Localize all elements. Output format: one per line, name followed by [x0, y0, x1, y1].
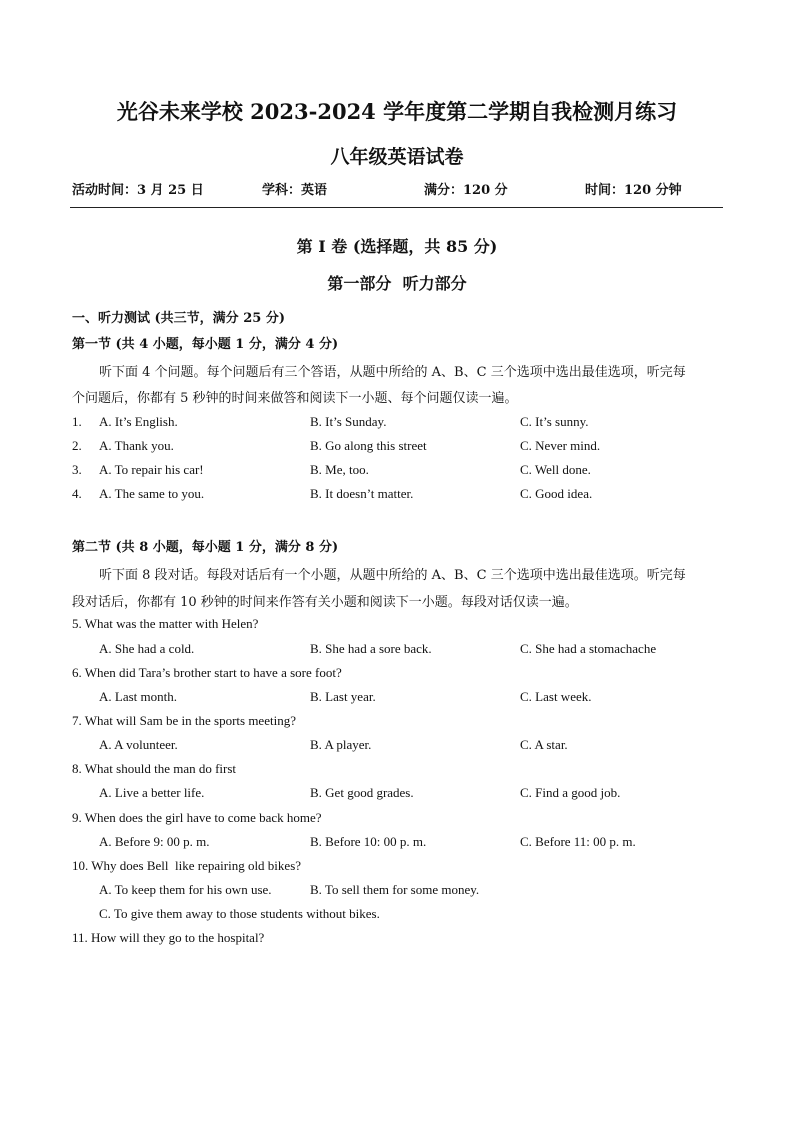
- meta-score: 满分：120 分: [424, 183, 508, 198]
- question-stem: 7. What will Sam be in the sports meeting?: [72, 713, 296, 728]
- section1-instruction-line2: 个问题后，你都有 5 秒钟的时间来做答和阅读下一小题、每个问题仅读一遍。: [72, 391, 518, 406]
- section2-instruction-line1: 听下面 8 段对话。每段对话后有一个小题，从题中所给的 A、B、C 三个选项中选出最佳选项。听完每: [99, 568, 686, 583]
- option-a: A. Live a better life.: [99, 785, 205, 800]
- question-number: 4.: [72, 486, 82, 501]
- option-c: C. Last week.: [520, 689, 592, 704]
- meta-time: 时间：120 分钟: [585, 183, 682, 198]
- option-b: B. Last year.: [310, 689, 376, 704]
- option-b: B. Get good grades.: [310, 785, 414, 800]
- question-number: 2.: [72, 438, 82, 453]
- section1-heading: 第一节 (共 4 小题，每小题 1 分，满分 4 分): [72, 337, 339, 352]
- option-a: A. A volunteer.: [99, 737, 178, 752]
- meta-subject: 学科：英语: [262, 183, 328, 198]
- option-b: B. She had a sore back.: [310, 641, 432, 656]
- option-c: C. She had a stomachache: [520, 641, 657, 656]
- question-stem: 8. What should the man do first: [72, 761, 237, 776]
- option-a: A. To repair his car!: [99, 462, 204, 477]
- option-c: C. To give them away to those students without bikes.: [99, 906, 380, 921]
- option-b: B. Me, too.: [310, 462, 369, 477]
- section-heading: 一、听力测试 (共三节，满分 25 分): [72, 311, 285, 326]
- question-stem: 11. How will they go to the hospital?: [72, 930, 265, 945]
- part-title: 第一部分 听力部分: [327, 274, 467, 293]
- option-a: A. To keep them for his own use.: [99, 882, 272, 897]
- option-c: C. Never mind.: [520, 438, 601, 453]
- option-a: A. Last month.: [99, 689, 177, 704]
- option-b: B. It doesn’t matter.: [310, 486, 414, 501]
- question-stem: 9. When does the girl have to come back home?: [72, 810, 322, 825]
- section2-heading: 第二节 (共 8 小题，每小题 1 分，满分 8 分): [72, 540, 339, 555]
- option-b: B. To sell them for some money.: [310, 882, 480, 897]
- option-b: B. Before 10: 00 p. m.: [310, 834, 427, 849]
- question-stem: 6. When did Tara’s brother start to have a sore foot?: [72, 665, 342, 680]
- question-stem: 10. Why does Bell like repairing old bikes?: [72, 858, 302, 873]
- volume-title: 第 I 卷 (选择题，共 85 分): [296, 237, 498, 256]
- question-number: 3.: [72, 462, 82, 477]
- section2-instruction-line2: 段对话后，你都有 10 秒钟的时间来作答有关小题和阅读下一小题。每段对话仅读一遍。: [72, 595, 578, 610]
- option-b: B. It’s Sunday.: [310, 414, 387, 429]
- option-b: B. Go along this street: [310, 438, 427, 453]
- option-a: A. She had a cold.: [99, 641, 195, 656]
- meta-date: 活动时间：3 月 25 日: [72, 183, 204, 198]
- option-b: B. A player.: [310, 737, 372, 752]
- option-a: A. Thank you.: [99, 438, 174, 453]
- exam-title: 光谷未来学校 2023-2024 学年度第二学期自我检测月练习: [116, 99, 678, 124]
- option-c: C. Good idea.: [520, 486, 593, 501]
- option-c: C. Find a good job.: [520, 785, 621, 800]
- option-c: C. It’s sunny.: [520, 414, 589, 429]
- exam-subtitle: 八年级英语试卷: [330, 146, 464, 168]
- question-number: 1.: [72, 414, 82, 429]
- option-c: C. Before 11: 00 p. m.: [520, 834, 636, 849]
- option-c: C. A star.: [520, 737, 568, 752]
- option-a: A. Before 9: 00 p. m.: [99, 834, 210, 849]
- question-stem: 5. What was the matter with Helen?: [72, 616, 259, 631]
- option-c: C. Well done.: [520, 462, 591, 477]
- header-divider: [70, 207, 723, 208]
- option-a: A. The same to you.: [99, 486, 205, 501]
- option-a: A. It’s English.: [99, 414, 178, 429]
- section1-instruction-line1: 听下面 4 个问题。每个问题后有三个答语，从题中所给的 A、B、C 三个选项中选出最佳选项，听完每: [99, 365, 686, 380]
